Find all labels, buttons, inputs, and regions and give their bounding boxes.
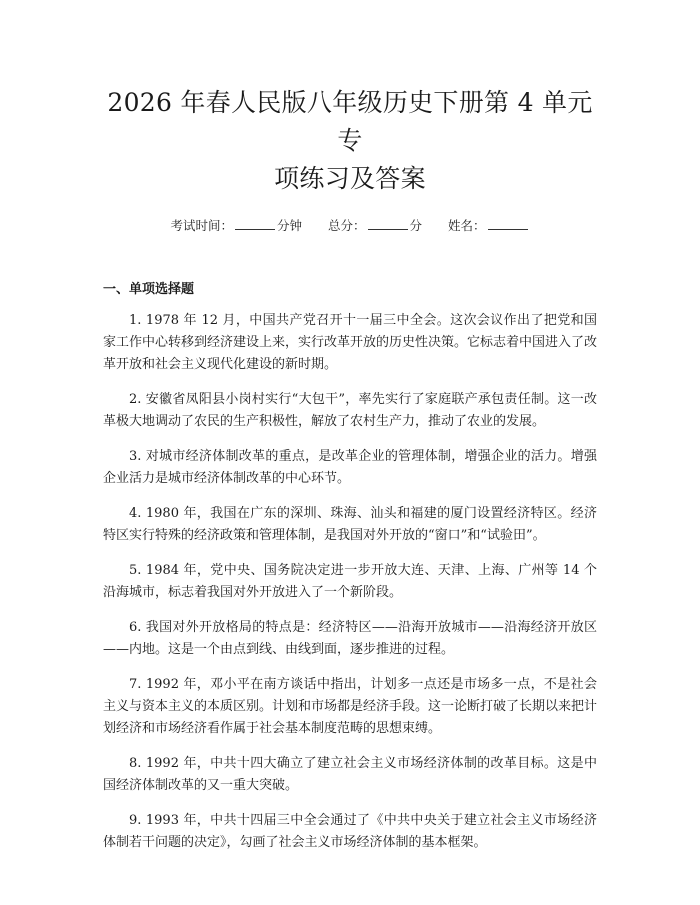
title-line-2: 项练习及答案 <box>274 164 426 193</box>
student-name-blank[interactable] <box>488 217 528 230</box>
document-title <box>103 84 597 198</box>
exam-time-blank[interactable] <box>235 217 275 230</box>
exam-time-unit: 分钟 <box>276 218 302 233</box>
student-name-label: 姓名： <box>448 218 486 233</box>
total-score-blank[interactable] <box>368 217 408 230</box>
question-3: 3. 对城市经济体制改革的重点，是改革企业的管理体制，增强企业的活力。增强企业活力是城市经济体制改革的中心环节。 <box>103 449 597 486</box>
question-2: 2. 安徽省凤阳县小岗村实行“大包干”，率先实行了家庭联产承包责任制。这一改革极大地调动了农民的生产积极性，解放了农村生产力，推动了农业的发展。 <box>103 392 597 429</box>
student-name <box>448 217 530 235</box>
question-6: 6. 我国对外开放格局的特点是：经济特区——沿海开放城市——沿海经济开放区——内地。这是一个由点到线、由线到面，逐步推进的过程。 <box>103 620 597 657</box>
exam-time <box>170 217 302 235</box>
total-score <box>328 217 422 235</box>
question-8: 8. 1992 年，中共十四大确立了建立社会主义市场经济体制的改革目标。这是中国经济体制改革的又一重大突破。 <box>103 756 597 793</box>
question-7: 7. 1992 年，邓小平在南方谈话中指出，计划多一点还是市场多一点，不是社会主义与资本主义的本质区别。计划和市场都是经济手段。这一论断打破了长期以来把计划经济和市场经济看作属于社会基本制度范畴的思想束缚。 <box>103 677 598 736</box>
question-1: 1. 1978 年 12 月，中国共产党召开十一届三中全会。这次会议作出了把党和国家工作中心转移到经济建设上来，实行改革开放的历史性决策。它标志着中国进入了改革开放和社会主义现代化建设的新时期。 <box>103 313 598 372</box>
question-4: 4. 1980 年，我国在广东的深圳、珠海、汕头和福建的厦门设置经济特区。经济特区实行特殊的经济政策和管理体制，是我国对外开放的“窗口”和“试验田”。 <box>103 506 597 543</box>
question-5: 5. 1984 年，党中央、国务院决定进一步开放大连、天津、上海、广州等 14 个沿海城市，标志着我国对外开放进入了一个新阶段。 <box>103 563 597 600</box>
exam-time-label: 考试时间： <box>170 218 233 233</box>
exam-info-line <box>103 217 597 235</box>
total-score-label: 总分： <box>327 218 366 233</box>
section-title: 一、单项选择题 <box>103 282 195 297</box>
title-line-1: 2026 年春人民版八年级历史下册第 4 单元专 <box>107 88 593 155</box>
total-score-unit: 分 <box>409 218 423 233</box>
question-9: 9. 1993 年，中共十四届三中全会通过了《中共中央关于建立社会主义市场经济体制若干问题的决定》，勾画了社会主义市场经济体制的基本框架。 <box>103 813 597 850</box>
